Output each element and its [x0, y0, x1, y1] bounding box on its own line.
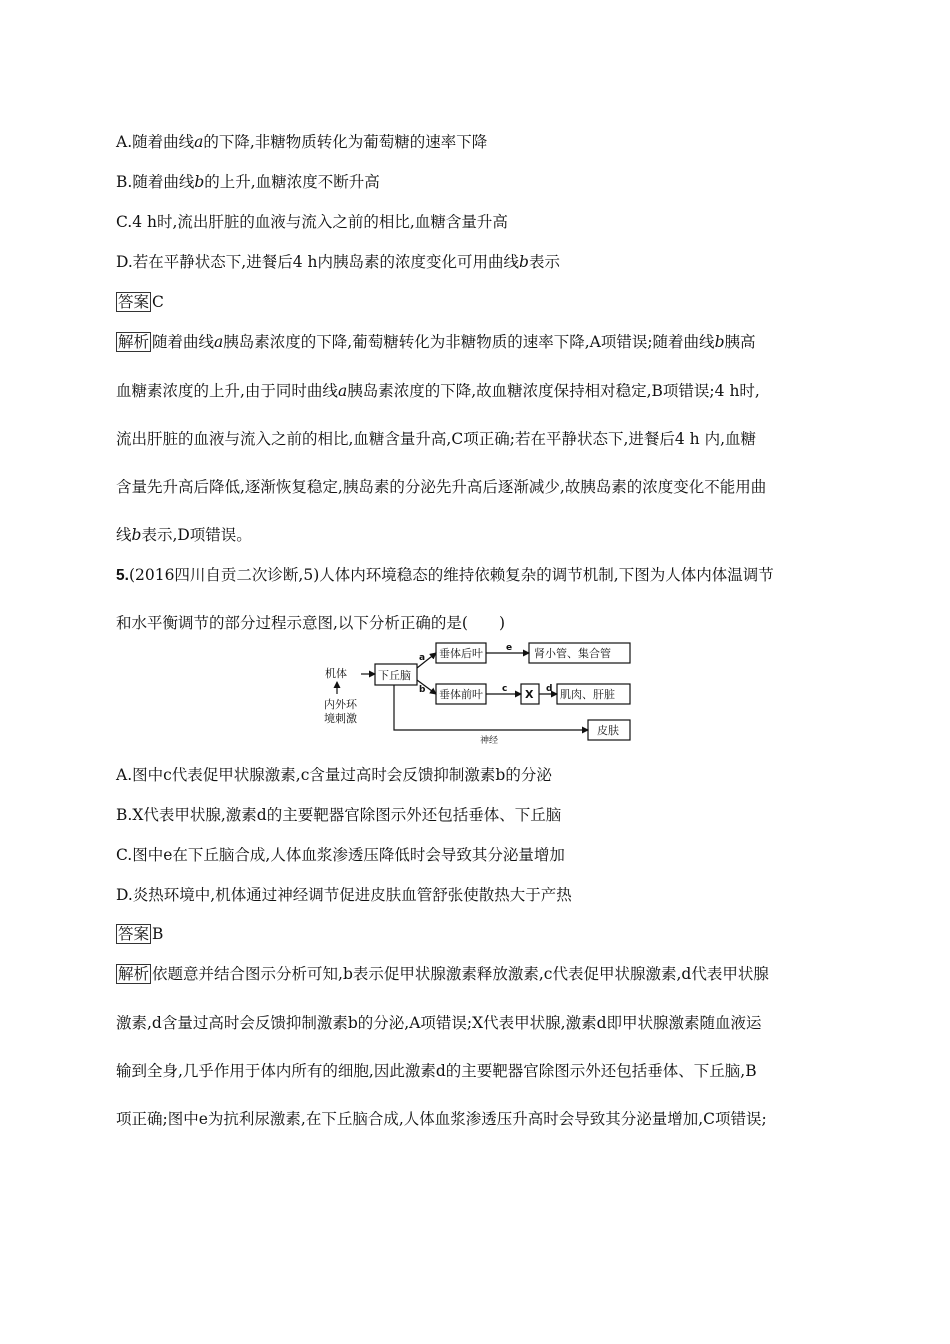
answer-tag: 答案 — [118, 925, 150, 943]
arrow-label-c: c — [502, 684, 508, 694]
x-label: X — [525, 688, 534, 701]
hypothalamus-label: 下丘脑 — [378, 669, 411, 682]
q4-option-d: D.若在平静状态下,进餐后4 h内胰岛素的浓度变化可用曲线b表示 — [116, 253, 560, 271]
analysis-tag: 解析 — [118, 333, 150, 351]
q5-option-b: B.X代表甲状腺,激素d的主要靶器官除图示外还包括垂体、下丘脑 — [116, 806, 562, 824]
kidney-label: 肾小管、集合管 — [534, 647, 611, 660]
q5-answer: 答案 B — [118, 925, 164, 943]
arrow-label-a: a — [419, 653, 426, 663]
q5-option-a: A.图中c代表促甲状腺激素,c含量过高时会反馈抑制激素b的分泌 — [116, 766, 552, 784]
q5-option-d: D.炎热环境中,机体通过神经调节促进皮肤血管舒张使散热大于产热 — [116, 886, 572, 904]
posterior-pituitary-label: 垂体后叶 — [439, 647, 483, 660]
q5-analysis-line: 激素,d含量过高时会反馈抑制激素b的分泌,A项错误;X代表甲状腺,激素d即甲状腺激素随血液运 — [116, 1014, 762, 1032]
q5-analysis-line: 输到全身,几乎作用于体内所有的细胞,因此激素d的主要靶器官除图示外还包括垂体、下丘脑,B — [116, 1062, 757, 1080]
q5-analysis-line: 解析 依题意并结合图示分析可知,b表示促甲状腺激素释放激素,c代表促甲状腺激素,d代表甲状腺 — [118, 965, 769, 983]
analysis-tag: 解析 — [118, 965, 150, 983]
q4-answer: 答案 C — [118, 293, 164, 311]
arrow-label-b: b — [419, 685, 426, 695]
q4-analysis-line: 含量先升高后降低,逐渐恢复稳定,胰岛素的分泌先升高后逐渐减少,故胰岛素的浓度变化不能用曲 — [116, 478, 767, 496]
q4-option-a: A.随着曲线a的下降,非糖物质转化为葡萄糖的速率下降 — [116, 133, 488, 151]
answer-tag: 答案 — [118, 293, 150, 311]
arrow-label-e: e — [506, 643, 513, 653]
anterior-pituitary-label: 垂体前叶 — [439, 688, 483, 701]
q5-stem: 和水平衡调节的部分过程示意图,以下分析正确的是( ) — [116, 614, 506, 632]
q5-option-c: C.图中e在下丘脑合成,人体血浆渗透压降低时会导致其分泌量增加 — [116, 846, 565, 864]
q4-analysis-line: 流出肝脏的血液与流入之前的相比,血糖含量升高,C项正确;若在平静状态下,进餐后4 h 内,血糖 — [116, 430, 756, 448]
stimulus-label: 境刺激 — [324, 712, 357, 725]
stimulus-label: 内外环 — [324, 698, 357, 711]
q4-analysis-line: 解析 随着曲线a胰岛素浓度的下降,葡萄糖转化为非糖物质的速率下降,A项错误;随着曲线b胰高 — [118, 333, 756, 351]
q4-analysis-line: 血糖素浓度的上升,由于同时曲线a胰岛素浓度的下降,故血糖浓度保持相对稳定,B项错误;4 h时, — [116, 382, 760, 400]
q4-analysis-line: 线b表示,D项错误。 — [116, 526, 252, 544]
nerve-label: 神经 — [480, 736, 499, 746]
q5-analysis-line: 项正确;图中e为抗利尿激素,在下丘脑合成,人体血浆渗透压升高时会导致其分泌量增加,C项错误; — [116, 1110, 767, 1128]
regulation-diagram — [320, 636, 640, 748]
q4-option-c: C.4 h时,流出肝脏的血液与流入之前的相比,血糖含量升高 — [116, 213, 508, 231]
q4-option-b: B.随着曲线b的上升,血糖浓度不断升高 — [116, 173, 380, 191]
skin-label: 皮肤 — [597, 724, 619, 737]
question-number: 5. — [116, 567, 129, 584]
q5-stem: 5.(2016四川自贡二次诊断,5)人体内环境稳态的维持依赖复杂的调节机制,下图为人体内体温调节 — [116, 566, 774, 584]
body-label: 机体 — [325, 667, 347, 680]
arrow-label-d: d — [546, 684, 553, 694]
muscle-liver-label: 肌肉、肝脏 — [560, 688, 615, 701]
